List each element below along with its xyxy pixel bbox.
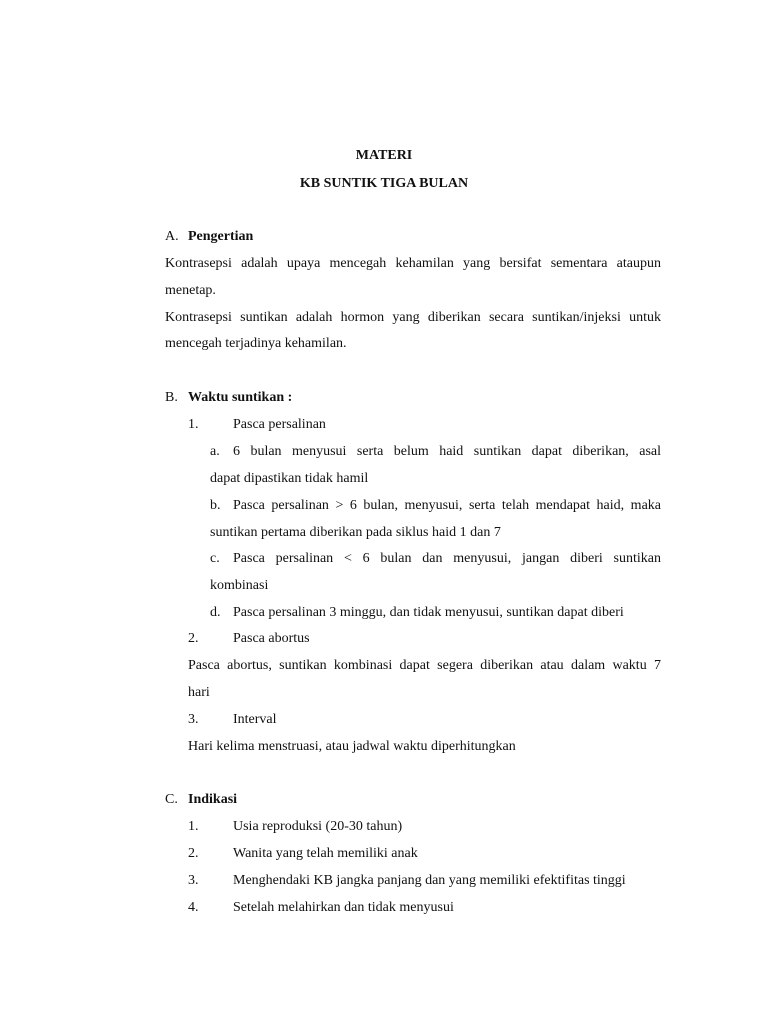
list-item-number: 2.: [188, 846, 199, 861]
sub-item-text: Pasca persalinan > 6 bulan, menyusui, serta telah mendapat haid, maka: [233, 498, 661, 513]
list-item-text: Pasca abortus, suntikan kombinasi dapat segera diberikan atau dalam waktu 7: [188, 658, 661, 673]
section-c-heading: Indikasi: [188, 792, 238, 807]
list-item-label: Menghendaki KB jangka panjang dan yang memiliki efektifitas tinggi: [233, 873, 626, 888]
list-item-label: Pasca abortus: [233, 631, 310, 646]
doc-subtitle: KB SUNTIK TIGA BULAN: [299, 176, 469, 191]
list-item-label: Interval: [233, 712, 277, 727]
sub-item-text: Pasca persalinan < 6 bulan dan menyusui, jangan diberi suntikan: [233, 551, 661, 566]
list-item-number: 3.: [188, 712, 199, 727]
section-b-letter: B.: [165, 390, 178, 405]
section-a-paragraph-2-cont: mencegah terjadinya kehamilan.: [165, 336, 347, 351]
list-item-label: Setelah melahirkan dan tidak menyusui: [233, 900, 454, 915]
list-item-text: Hari kelima menstruasi, atau jadwal waktu diperhitungkan: [188, 739, 516, 754]
list-item-number: 2.: [188, 631, 199, 646]
section-c-letter: C.: [165, 792, 178, 807]
list-item-label: Wanita yang telah memiliki anak: [233, 846, 418, 861]
sub-item-text-cont: kombinasi: [210, 578, 269, 593]
sub-item-text: Pasca persalinan 3 minggu, dan tidak menyusui, suntikan dapat diberi: [233, 605, 624, 620]
section-b-heading: Waktu suntikan :: [188, 390, 293, 405]
sub-item-text-cont: dapat dipastikan tidak hamil: [210, 471, 369, 486]
section-a-heading: Pengertian: [188, 229, 254, 244]
section-a-paragraph-2: Kontrasepsi suntikan adalah hormon yang diberikan secara suntikan/injeksi untuk: [165, 310, 661, 325]
sub-item-letter: a.: [210, 444, 220, 459]
list-item-label: Pasca persalinan: [233, 417, 326, 432]
sub-item-letter: d.: [210, 605, 221, 620]
sub-item-text: 6 bulan menyusui serta belum haid suntikan dapat diberikan, asal: [233, 444, 661, 459]
list-item-text-cont: hari: [188, 685, 210, 700]
doc-title: MATERI: [355, 148, 413, 163]
list-item-number: 3.: [188, 873, 199, 888]
list-item-number: 1.: [188, 417, 199, 432]
list-item-number: 4.: [188, 900, 199, 915]
section-a-paragraph-1-cont: menetap.: [165, 283, 216, 298]
list-item-label: Usia reproduksi (20-30 tahun): [233, 819, 403, 834]
section-a-letter: A.: [165, 229, 179, 244]
section-a-paragraph-1: Kontrasepsi adalah upaya mencegah kehamilan yang bersifat sementara ataupun: [165, 256, 661, 271]
sub-item-text-cont: suntikan pertama diberikan pada siklus haid 1 dan 7: [210, 525, 501, 540]
sub-item-letter: b.: [210, 498, 221, 513]
list-item-number: 1.: [188, 819, 199, 834]
sub-item-letter: c.: [210, 551, 220, 566]
